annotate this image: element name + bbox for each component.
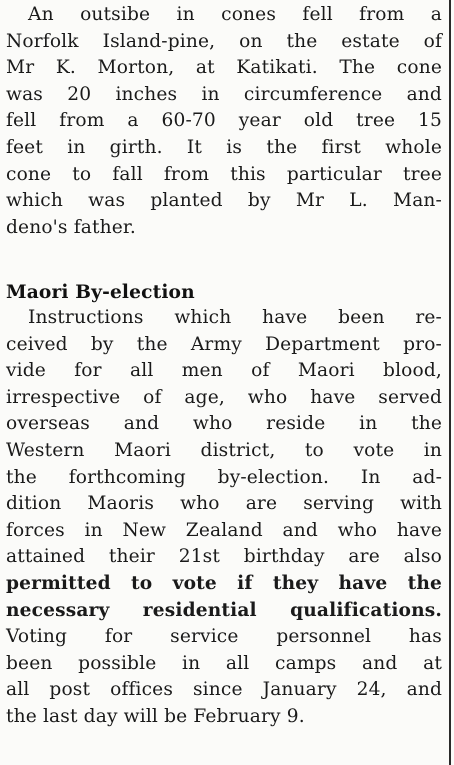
- text-line: fell from a 60-70 year old tree 15: [6, 110, 442, 132]
- text-line: ceived by the Army Department pro-: [6, 333, 442, 355]
- article-paragraph-by-election: [6, 305, 442, 731]
- text-line: the last day will be February 9.: [6, 705, 305, 727]
- text-line: Instructions which have been re-: [28, 307, 442, 328]
- article-paragraph-cone: [6, 2, 442, 241]
- text-line: permitted to vote if they have the: [6, 572, 442, 594]
- section-headline: Maori By-election: [6, 282, 195, 303]
- text-line: forces in New Zealand and who have: [6, 519, 442, 541]
- text-line: vide for all men of Maori blood,: [6, 360, 442, 382]
- text-line: which was planted by Mr L. Man-: [6, 190, 442, 212]
- text-line: feet in girth. It is the first whole: [6, 136, 442, 158]
- column-rule: [449, 0, 451, 765]
- text-line: attained their 21st birthday are also: [6, 546, 442, 568]
- text-line: Mr K. Morton, at Katikati. The cone: [6, 57, 442, 79]
- text-line: irrespective of age, who have served: [6, 386, 442, 408]
- text-line: Norfolk Island-pine, on the estate of: [6, 30, 442, 52]
- text-line: all post offices since January 24, and: [6, 679, 442, 701]
- text-line: the forthcoming by-election. In ad-: [6, 466, 442, 488]
- text-line: necessary residential qualifications.: [6, 599, 442, 621]
- text-line: been possible in all camps and at: [6, 652, 442, 674]
- text-line: Western Maori district, to vote in: [6, 439, 442, 461]
- text-line: deno's father.: [6, 216, 136, 238]
- text-line: An outsibe in cones fell from a: [28, 4, 442, 25]
- text-line: was 20 inches in circumference and: [6, 83, 442, 105]
- text-line: Voting for service personnel has: [6, 626, 442, 648]
- text-line: overseas and who reside in the: [6, 413, 442, 435]
- text-line: cone to fall from this particular tree: [6, 163, 442, 185]
- text-line: dition Maoris who are serving with: [6, 493, 442, 515]
